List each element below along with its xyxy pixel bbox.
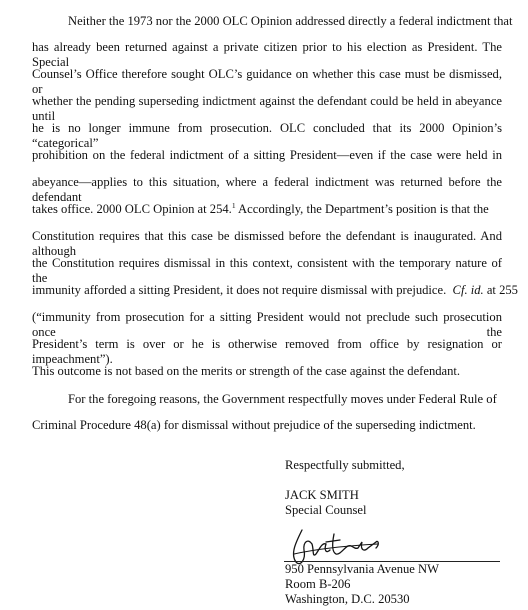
text-line: This outcome is not based on the merits or strength of the case against the defendant. — [32, 364, 461, 378]
text-line: prohibition on the federal indictment of a sitting President—even if the case were held in — [32, 148, 502, 162]
text-segment: Accordingly, the Department’s position is that the — [235, 202, 489, 216]
footnote-reference[interactable]: 1 — [231, 201, 236, 210]
text-line: has already been returned against a private citizen prior to his election as President. The Special — [32, 40, 502, 69]
address-line: 950 Pennsylvania Avenue NW — [285, 562, 440, 576]
text-line: the Constitution requires dismissal in this context, consistent with the temporary nature of the — [32, 256, 502, 285]
address-line: Washington, D.C. 20530 — [285, 592, 410, 606]
text-line: Criminal Procedure 48(a) for dismissal without prejudice of the superseding indictment. — [32, 418, 476, 432]
text-segment: immunity afforded a sitting President, it does not require dismissal with prejudice. — [32, 283, 447, 297]
text-line: whether the pending superseding indictment against the defendant could be held in abeyance until — [32, 94, 502, 123]
text-line — [32, 283, 518, 298]
text-line: President’s term is over or he is otherwise removed from office by resignation or impeachment”). — [32, 337, 502, 366]
text-line: Counsel’s Office therefore sought OLC’s guidance on whether this case must be dismissed, or — [32, 67, 502, 96]
text-segment: at 255 — [483, 283, 518, 297]
text-line: (“immunity from prosecution for a sitting President would not preclude such prosecution once the — [32, 310, 502, 339]
closing-text: Respectfully submitted, — [285, 458, 405, 472]
signer-name: JACK SMITH — [285, 488, 359, 502]
citation-signal: Cf. id. — [452, 283, 484, 297]
address-line: Room B-206 — [285, 577, 351, 591]
text-line: he is no longer immune from prosecution. OLC concluded that its 2000 Opinion’s “categorical” — [32, 121, 502, 150]
text-line: abeyance—applies to this situation, where a federal indictment was returned before the defendant — [32, 175, 502, 204]
text-segment: takes office. 2000 OLC Opinion at 254. — [32, 202, 232, 216]
text-line: Constitution requires that this case be dismissed before the defendant is inaugurated. And although — [32, 229, 502, 258]
text-line: Neither the 1973 nor the 2000 OLC Opinion addressed directly a federal indictment that — [68, 14, 513, 28]
text-line: For the foregoing reasons, the Government respectfully moves under Federal Rule of — [68, 392, 497, 406]
text-line — [32, 202, 502, 217]
signer-title: Special Counsel — [285, 503, 367, 517]
